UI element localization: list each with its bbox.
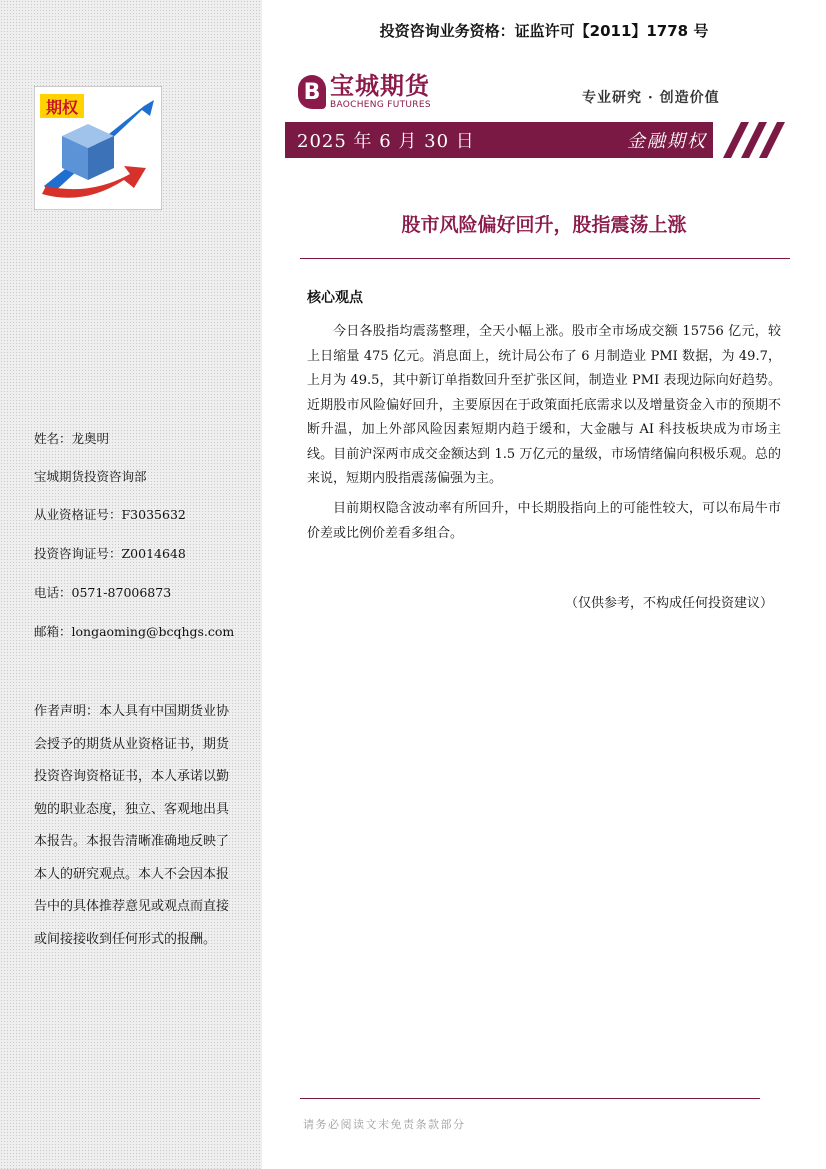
- author-dept: 宝城期货投资咨询部: [34, 469, 147, 484]
- cover-label: 期权: [45, 98, 79, 117]
- author-statement: 作者声明：本人具有中国期货业协会授予的期货从业资格证书，期货投资咨询资格证书，本人承诺以勤勉的职业态度，独立、客观地出具本报告。本报告清晰准确地反映了本人的研究观点。本人不会因本报告中的具体推荐意见或观点而直接或间接接收到任何形式的报酬。: [34, 704, 230, 947]
- paragraph-2: 目前期权隐含波动率有所回升，中长期股指向上的可能性较大，可以布局牛市价差或比例价差看多组合。: [307, 501, 781, 541]
- logo-en: BAOCHENG FUTURES: [330, 100, 431, 110]
- logo-cn: 宝城期货: [330, 71, 430, 100]
- report-category: 金融期权: [627, 131, 707, 152]
- options-cover-image: [34, 86, 162, 210]
- footer-disclaimer-link: 请务必阅读文末免责条款部分: [303, 1118, 466, 1131]
- slogan: 专业研究 · 创造价值: [582, 90, 720, 106]
- author-name: 姓名：龙奥明: [34, 431, 110, 446]
- author-license: 从业资格证号：F3035632: [34, 507, 186, 522]
- author-email[interactable]: 邮箱：longaoming@bcqhgs.com: [34, 624, 235, 639]
- paragraph-1: 今日各股指均震荡整理，全天小幅上涨。股市全市场成交额 15756 亿元，较上日缩量 475 亿元。消息面上，统计局公布了 6 月制造业 PMI 数据，为 49.7，上月为 49.5，其中新订单指数回升至扩张区间，制造业 PMI 表现边际向好趋势。近期股市风险偏好回升，主要原因在于政策面托底需求以及增量资金入市的预期不断升温，加上外部风险因素短期内趋于缓和，大金融与 AI 科技板块成为市场主线。目前沪深两市成交金额达到 1.5 万亿元的量级，市场情绪偏向积极乐观。总的来说，短期内股指震荡偏强为主。: [307, 324, 781, 486]
- section-heading: 核心观点: [307, 290, 363, 306]
- title-divider: [300, 258, 790, 259]
- date-banner: [285, 122, 713, 158]
- report-date: 2025 年 6 月 30 日: [297, 131, 475, 152]
- banner-stripes: [713, 122, 785, 158]
- company-logo: [298, 72, 431, 112]
- footer-divider: [300, 1098, 760, 1099]
- logo-mark-icon: B: [298, 75, 326, 109]
- author-phone: 电话：0571-87006873: [34, 585, 172, 600]
- disclaimer-note: （仅供参考，不构成任何投资建议）: [564, 596, 773, 611]
- report-title: 股市风险偏好回升，股指震荡上涨: [401, 214, 687, 236]
- author-consult-no: 投资咨询证号：Z0014648: [34, 546, 186, 561]
- license-header: 投资咨询业务资格：证监许可【2011】1778 号: [379, 22, 709, 40]
